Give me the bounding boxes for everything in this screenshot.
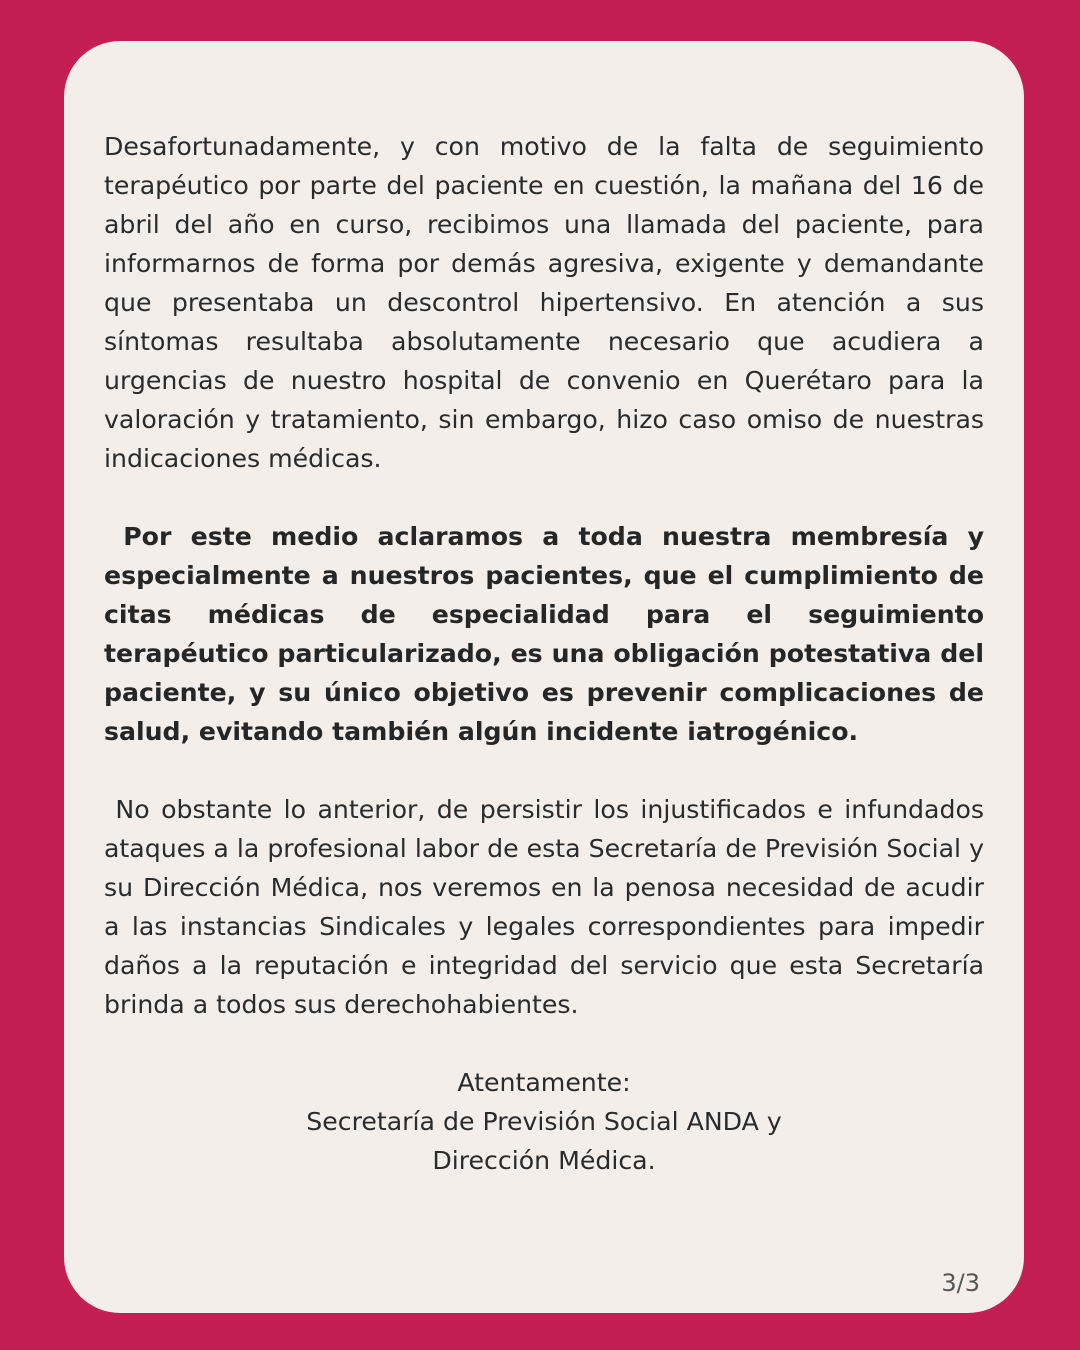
signature-greeting: Atentamente: — [457, 1068, 631, 1097]
page-indicator: 3/3 — [941, 1269, 980, 1297]
paragraph-spacer — [104, 1024, 984, 1063]
signature-organization: Secretaría de Previsión Social ANDA y — [306, 1107, 782, 1136]
paragraph-incident: Desafortunadamente, y con motivo de la falta de seguimiento terapéutico por parte del paciente en cuestión, la mañana del 16 de abril del año en curso, recibimos una llamada del paciente, para informarnos de forma por demás agresiva, exigente y demandante que presentaba un descontrol hipertensivo. En atención a sus síntomas resultaba absolutamente necesario que acudiera a urgencias de nuestro hospital de convenio en Querétaro para la valoración y tratamiento, sin embargo, hizo caso omiso de nuestras indicaciones médicas. — [104, 132, 984, 473]
document-body — [104, 127, 993, 1180]
signature-department: Dirección Médica. — [432, 1146, 656, 1175]
paragraph-clarification: Por este medio aclaramos a toda nuestra membresía y especialmente a nuestros pacientes, que el cumplimiento de citas médicas de especialidad para el seguimiento terapéutico particularizado, es una obligación potestativa del paciente, y su único objetivo es prevenir complicaciones de salud, evitando también algún incidente iatrogénico. — [104, 522, 993, 746]
signature-block — [104, 1063, 984, 1180]
document-card — [64, 41, 1024, 1313]
paragraph-warning: No obstante lo anterior, de persistir los injustificados e infundados ataques a la profesional labor de esta Secretaría de Previsión Social y su Dirección Médica, nos veremos en la penosa necesidad de acudir a las instancias Sindicales y legales correspondientes para impedir daños a la reputación e integridad del servicio que esta Secretaría brinda a todos sus derechohabientes. — [104, 795, 993, 1019]
paragraph-spacer — [104, 751, 984, 790]
paragraph-spacer — [104, 478, 984, 517]
